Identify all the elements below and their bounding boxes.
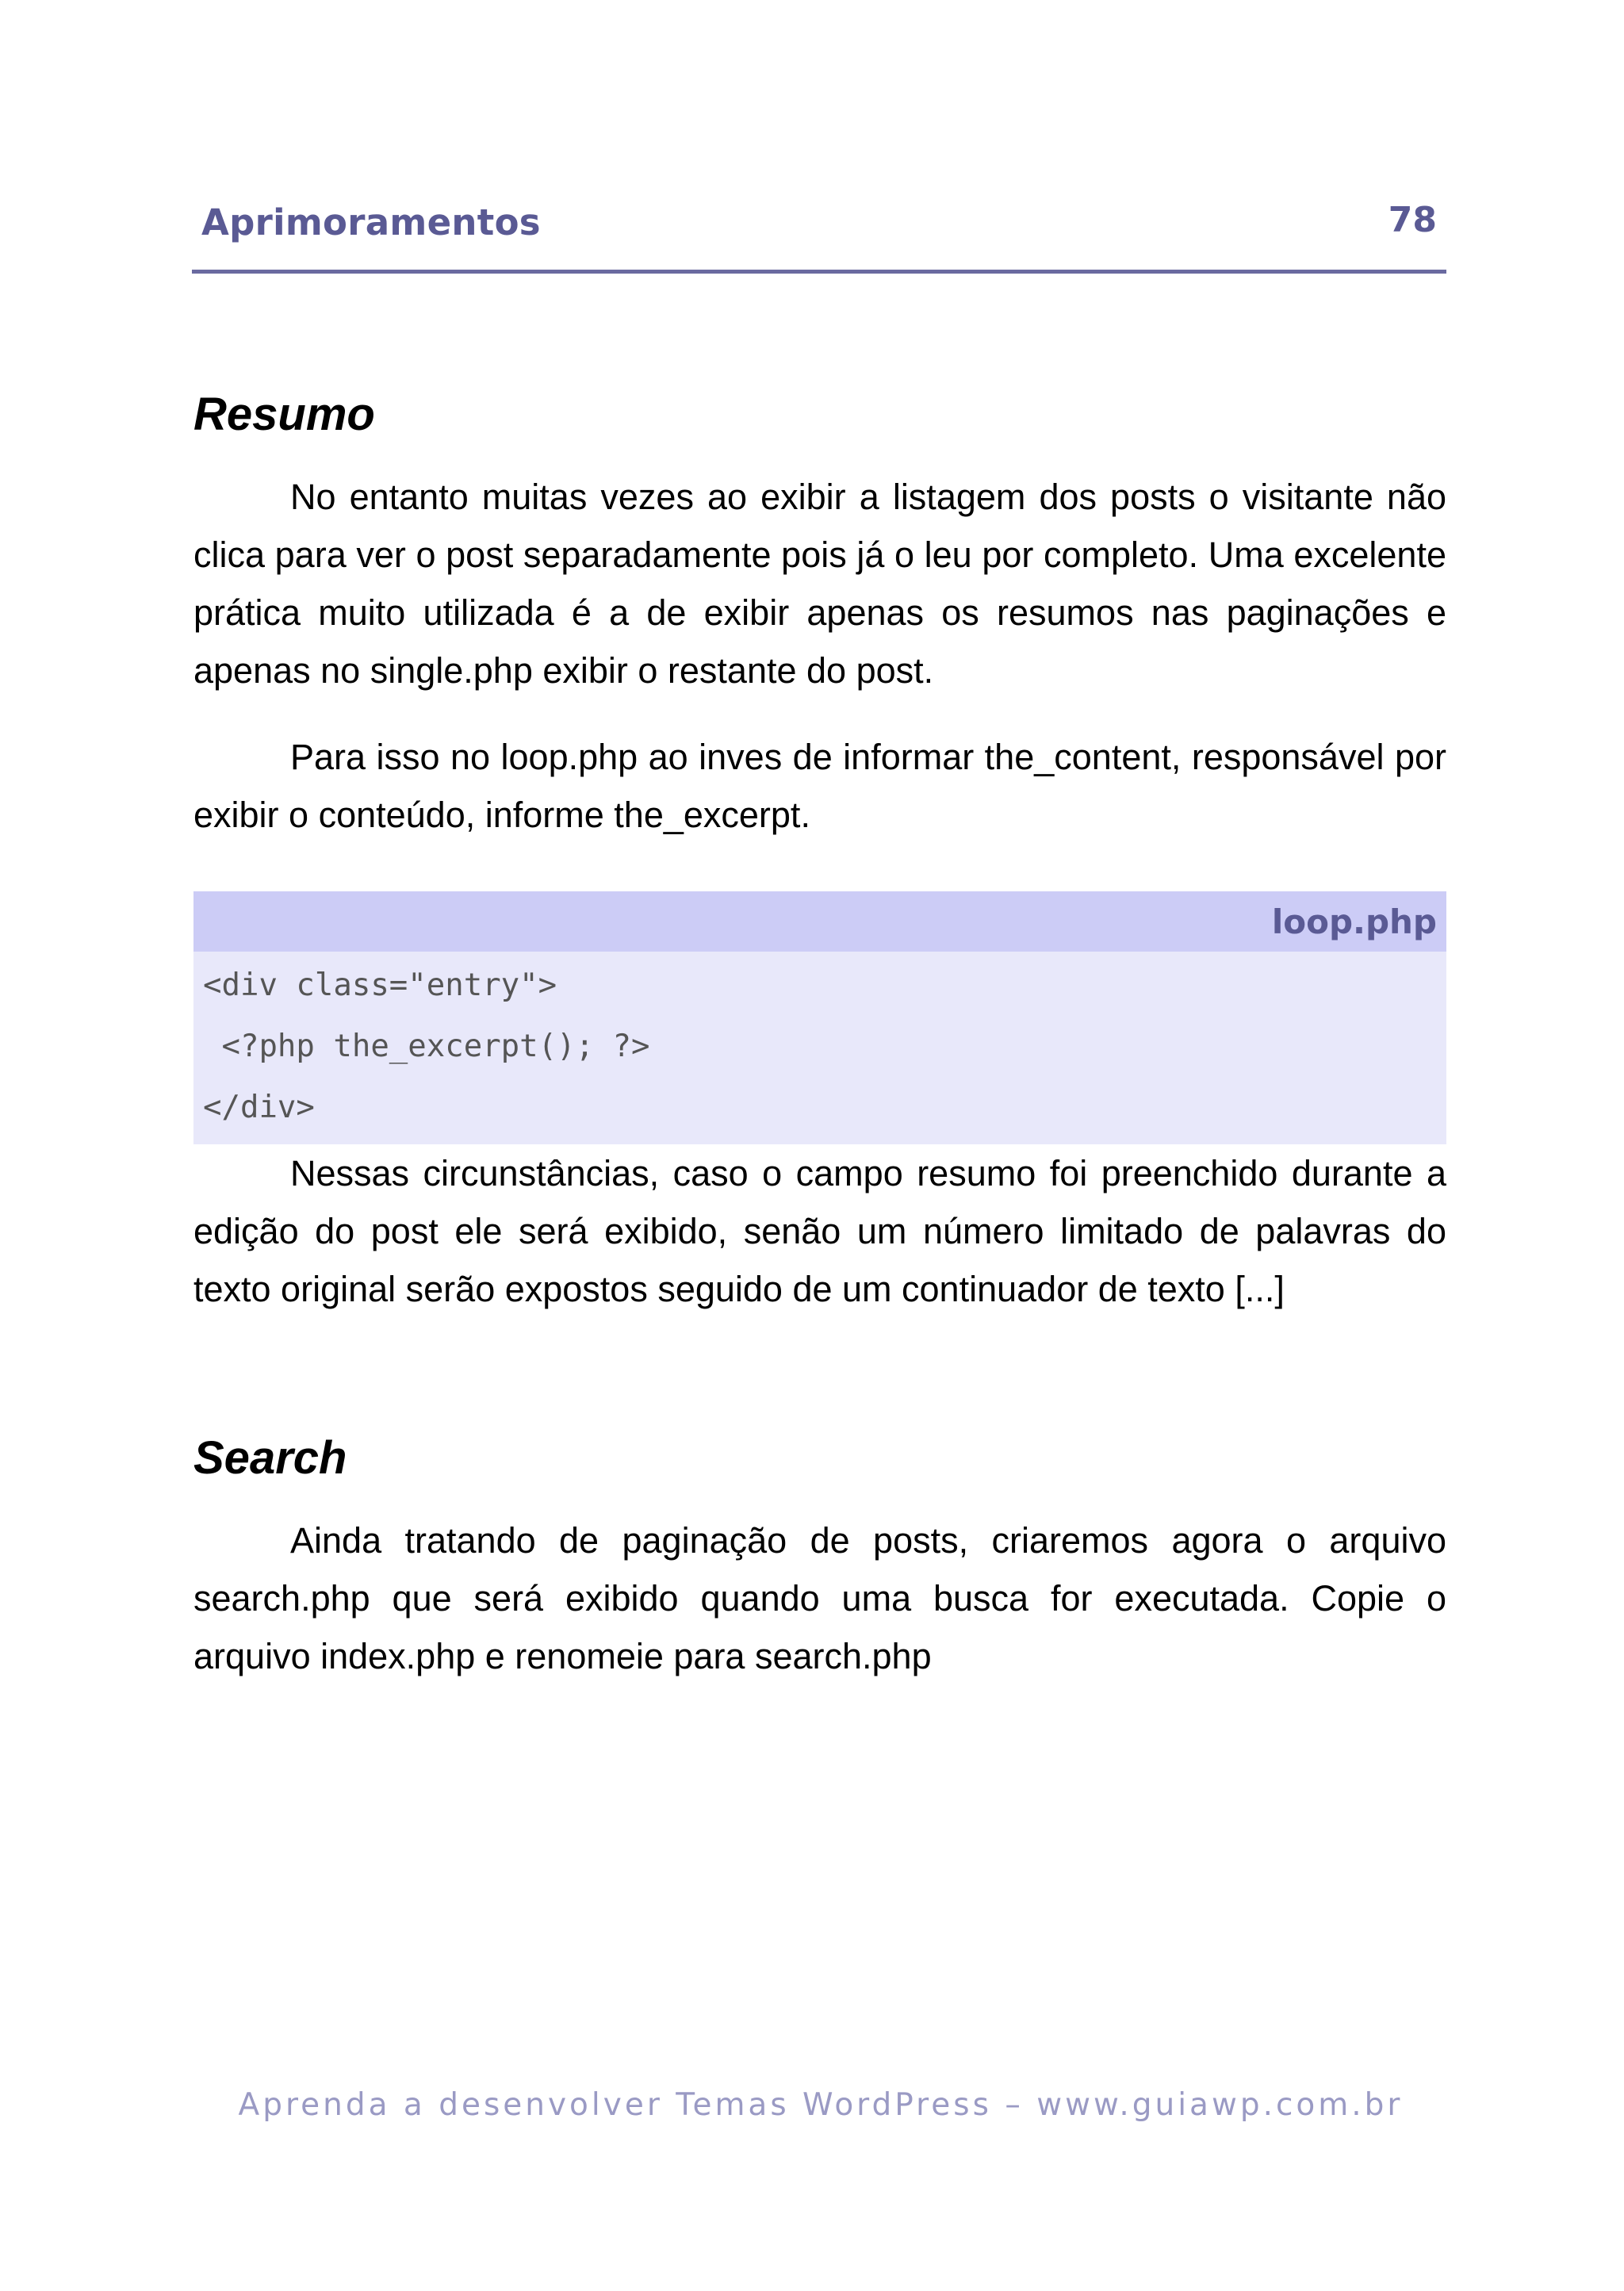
paragraph: Para isso no loop.php ao inves de informar the_content, responsável por exibir o conteúdo, informe the_excerpt.	[193, 737, 1446, 835]
code-block-body	[193, 952, 1446, 1144]
section-heading-search: Search	[193, 1432, 347, 1484]
paragraph: Nessas circunstâncias, caso o campo resumo foi preenchido durante a edição do post ele será exibido, senão um número limitado de palavras do texto original serão expostos seguido de um continuador de texto [...]	[193, 1153, 1446, 1309]
code-line: </div>	[203, 1090, 315, 1125]
chapter-title: Aprimoramentos	[201, 201, 541, 243]
code-block	[193, 891, 1446, 1144]
code-filename: loop.php	[1271, 902, 1437, 941]
page-footer: Aprenda a desenvolver Temas WordPress – www.guiawp.com.br	[238, 2087, 1404, 2123]
code-line: <?php the_excerpt(); ?>	[203, 1029, 650, 1064]
section-heading-resumo: Resumo	[193, 389, 375, 440]
page-number: 78	[1388, 200, 1437, 240]
paragraph: No entanto muitas vezes ao exibir a listagem dos posts o visitante não clica para ver o post separadamente pois já o leu por completo. Uma excelente prática muito utilizada é a de exibir apenas os resumos nas paginações e apenas no single.php exibir o restante do post.	[193, 477, 1446, 691]
page-content	[193, 381, 1446, 1685]
code-line: <div class="entry">	[203, 967, 557, 1003]
page-header	[192, 189, 1446, 276]
header-divider	[192, 270, 1446, 274]
code-block-header	[193, 891, 1446, 952]
paragraph: Ainda tratando de paginação de posts, criaremos agora o arquivo search.php que será exibido quando uma busca for executada. Copie o arquivo index.php e renomeie para search.php	[193, 1520, 1446, 1676]
